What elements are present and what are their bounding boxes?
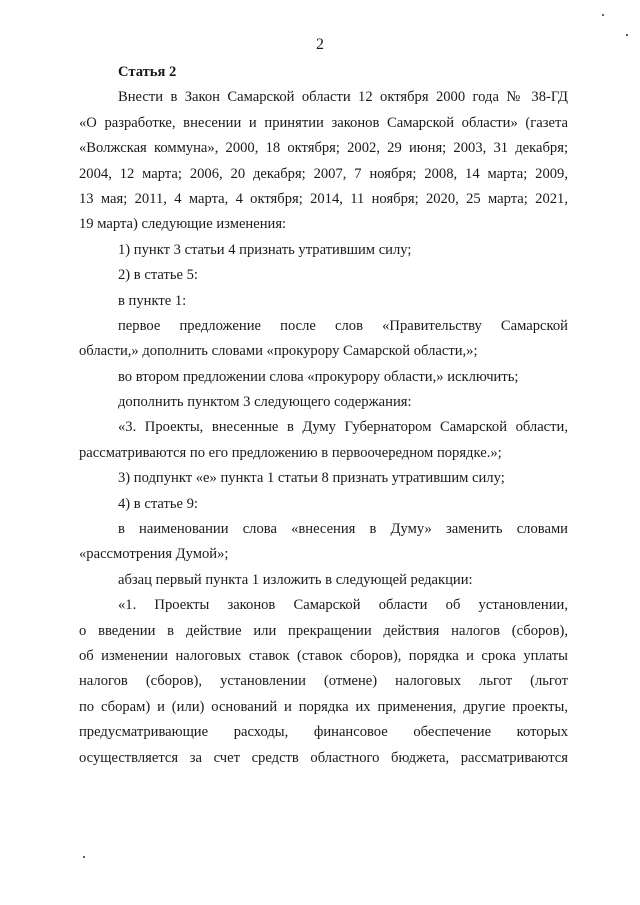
paragraph-line: 3) подпункт «е» пункта 1 статьи 8 признать утратившим силу; — [118, 470, 505, 487]
paragraph-line: абзац первый пункта 1 изложить в следующей редакции: — [118, 571, 473, 588]
page-number: 2 — [316, 36, 324, 53]
paragraph-line: 4) в статье 9: — [118, 495, 198, 512]
paragraph-line: «1. Проекты законов Самарской области об установлении, — [118, 597, 568, 614]
paragraph-line: 2) в статье 5: — [118, 267, 198, 284]
paragraph-line: в пункте 1: — [118, 292, 187, 309]
paragraph-line: 19 марта) следующие изменения: — [79, 216, 287, 233]
paragraph-line: об изменении налоговых ставок (ставок сборов), порядка и срока уплаты — [79, 647, 568, 664]
paragraph-line: рассматриваются по его предложению в первоочередном порядке.»; — [79, 444, 502, 461]
scan-speck — [83, 856, 85, 858]
paragraph-line: первое предложение после слов «Правительству Самарской — [118, 317, 568, 334]
paragraph-line: дополнить пунктом 3 следующего содержания: — [118, 394, 412, 411]
paragraph-line: «О разработке, внесении и принятии законов Самарской области» (газета — [79, 114, 568, 131]
paragraph-line: по сборам) и (или) оснований и порядка их применения, другие проекты, — [79, 698, 568, 715]
paragraph-line: 1) пункт 3 статьи 4 признать утратившим силу; — [118, 241, 412, 258]
paragraph-line: налогов (сборов), установлении (отмене) налоговых льгот (льгот — [79, 673, 568, 690]
paragraph-line: предусматривающие расходы, финансовое обеспечение которых — [79, 724, 568, 741]
paragraph-line: Внести в Закон Самарской области 12 октября 2000 года № 38-ГД — [118, 89, 568, 106]
paragraph-line: 2004, 12 марта; 2006, 20 декабря; 2007, 7 ноября; 2008, 14 марта; 2009, — [79, 165, 568, 182]
paragraph-line: в наименовании слова «внесения в Думу» заменить словами — [118, 521, 568, 538]
paragraph-line: осуществляется за счет средств областного бюджета, рассматриваются — [79, 749, 568, 766]
scan-speck — [626, 34, 628, 36]
paragraph-line: «Волжская коммуна», 2000, 18 октября; 2002, 29 июня; 2003, 31 декабря; — [79, 140, 568, 157]
paragraph-line: 13 мая; 2011, 4 марта, 4 октября; 2014, 11 ноября; 2020, 25 марта; 2021, — [79, 190, 568, 207]
paragraph-line: «рассмотрения Думой»; — [79, 546, 229, 563]
paragraph-line: «3. Проекты, внесенные в Думу Губернатором Самарской области, — [118, 419, 568, 436]
scan-speck — [602, 14, 604, 16]
document-body — [79, 60, 568, 771]
paragraph-line: о введении в действие или прекращении действия налогов (сборов), — [79, 622, 568, 639]
paragraph-line: во втором предложении слова «прокурору области,» исключить; — [118, 368, 519, 385]
article-heading: Статья 2 — [118, 64, 177, 80]
paragraph-line: области,» дополнить словами «прокурору Самарской области,»; — [79, 343, 478, 360]
